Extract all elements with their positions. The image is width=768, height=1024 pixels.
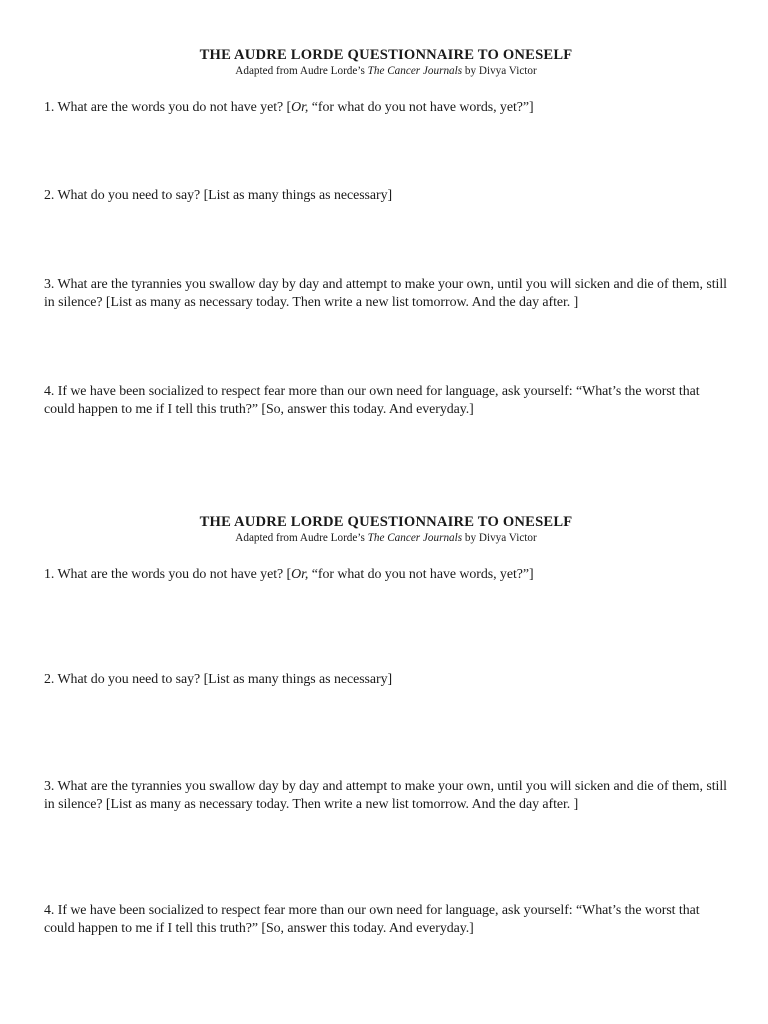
question-3: 3. What are the tyrannies you swallow day by day and attempt to make your own, until you will sicken and die of them, still in silence? [List as many as necessary today. Then write a new list tomorrow. And the day after. ] (44, 277, 727, 310)
question-1 (44, 99, 728, 117)
question-1-suffix: “for what do you not have words, yet?”] (308, 567, 534, 582)
question-1-suffix: “for what do you not have words, yet?”] (308, 100, 534, 115)
questionnaire-sheet-bottom (44, 513, 728, 936)
subtitle-prefix: Adapted from Audre Lorde’s (235, 532, 368, 544)
question-1-prefix: 1. What are the words you do not have yet? [ (44, 567, 292, 582)
question-1-italic: Or, (291, 100, 309, 115)
subtitle-suffix: by Divya Victor (462, 65, 537, 77)
question-4: 4. If we have been socialized to respect fear more than our own need for language, ask yourself: “What’s the worst that could happen to me if I tell this truth?” [So, answer this today. And everyday.] (44, 903, 700, 936)
question-3: 3. What are the tyrannies you swallow day by day and attempt to make your own, until you will sicken and die of them, still in silence? [List as many as necessary today. Then write a new list tomorrow. And the day after. ] (44, 779, 727, 812)
question-2: 2. What do you need to say? [List as many things as necessary] (44, 188, 393, 203)
question-1-prefix: 1. What are the words you do not have yet? [ (44, 100, 292, 115)
questionnaire-subtitle (44, 64, 728, 78)
question-2: 2. What do you need to say? [List as many things as necessary] (44, 672, 393, 687)
subtitle-prefix: Adapted from Audre Lorde’s (235, 65, 368, 77)
question-1 (44, 566, 728, 584)
subtitle-suffix: by Divya Victor (462, 532, 537, 544)
questionnaire-title: THE AUDRE LORDE QUESTIONNAIRE TO ONESELF (199, 514, 573, 530)
questionnaire-subtitle (44, 531, 728, 545)
subtitle-book-title: The Cancer Journals (367, 65, 463, 77)
questionnaire-title: THE AUDRE LORDE QUESTIONNAIRE TO ONESELF (199, 47, 573, 63)
questionnaire-sheet-top (44, 46, 728, 417)
question-1-italic: Or, (291, 567, 309, 582)
subtitle-book-title: The Cancer Journals (367, 532, 463, 544)
question-4: 4. If we have been socialized to respect fear more than our own need for language, ask yourself: “What’s the worst that could happen to me if I tell this truth?” [So, answer this today. And everyday.] (44, 384, 700, 417)
